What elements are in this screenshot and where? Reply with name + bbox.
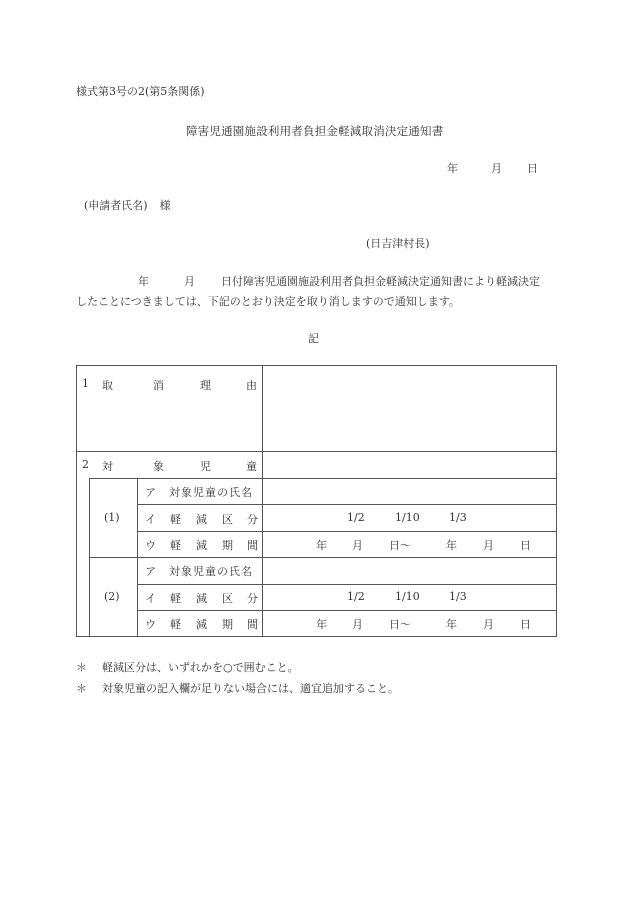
row1-char: 由 (246, 379, 257, 392)
child-1-option-tenth[interactable]: 1/10 (395, 511, 420, 524)
child-1-category-char: 分 (247, 513, 258, 526)
ki-heading: 記 (308, 332, 319, 345)
row1-char: 取 (102, 379, 113, 392)
cancellation-reason-field[interactable] (264, 367, 554, 449)
note-text: 対象児童の記入欄が足りない場合には、適宜追加すること。 (102, 682, 399, 695)
child-1-period-end-day: 日 (520, 539, 531, 552)
child-2-period-char: 期 (222, 618, 233, 631)
date-line (447, 160, 538, 176)
sub-divider (137, 531, 557, 532)
row2-num: 2 (82, 458, 89, 471)
child-2-option-tenth[interactable]: 1/10 (395, 590, 420, 603)
body-line-2: したことにつきましては、下記のとおり決定を取り消しますので通知します。 (76, 295, 460, 308)
target-child-field[interactable] (264, 453, 554, 477)
applicant-label: (申請者氏名) (84, 199, 148, 212)
applicant-line (84, 197, 171, 213)
child-1-category-char: イ (145, 513, 156, 526)
issuer: (日吉津村長) (366, 237, 430, 250)
details-table (76, 365, 557, 637)
child-1-period-start-day: 日〜 (389, 539, 411, 552)
child-2-category-char: 減 (196, 592, 207, 605)
child-1-category-char: 減 (196, 513, 207, 526)
child-1-period-end-month: 月 (483, 539, 494, 552)
sub-divider (137, 610, 557, 611)
body-line-1: 年 月 日付障害児通園施設利用者負担金軽減決定通知書により軽減決定 (138, 275, 540, 288)
child-1-category-char: 区 (222, 513, 233, 526)
child-2-name-field[interactable] (264, 559, 554, 582)
child-2-period-start-year: 年 (316, 618, 327, 631)
child-1-period-char: 減 (196, 539, 207, 552)
row2-divider (89, 478, 557, 479)
child-1-period-char: 間 (247, 539, 258, 552)
table-border-top (76, 365, 557, 366)
table-border-right (556, 365, 557, 637)
date-day: 日 (527, 162, 538, 175)
child-2-period-end-day: 日 (520, 618, 531, 631)
child-1-period-char: 軽 (170, 539, 181, 552)
date-year: 年 (447, 162, 458, 175)
child-1-category-char: 軽 (170, 513, 181, 526)
child-2-period-end-month: 月 (483, 618, 494, 631)
notes (76, 657, 399, 699)
child-1-period-char: 期 (222, 539, 233, 552)
form-number: 様式第3号の2(第5条関係) (76, 85, 205, 98)
child-1-label: (1) (104, 511, 120, 524)
child-1-period-char: ウ (145, 539, 156, 552)
row1-divider (76, 451, 557, 452)
child-1-period-end-year: 年 (446, 539, 457, 552)
child-2-period-char: 減 (196, 618, 207, 631)
row2-char: 童 (246, 460, 257, 473)
child-2-category-char: 区 (222, 592, 233, 605)
child-1-period-start-year: 年 (316, 539, 327, 552)
child-1-name-label: ア 対象児童の氏名 (145, 486, 253, 499)
child-2-period-start-month: 月 (352, 618, 363, 631)
child-2-period-start-day: 日〜 (389, 618, 411, 631)
note-item (76, 657, 399, 678)
applicant-honorific: 様 (159, 199, 171, 212)
date-month: 月 (491, 162, 502, 175)
document-title: 障害児通園施設利用者負担金軽減取消決定通知書 (186, 124, 444, 138)
asterisk-icon: ＊ (76, 661, 87, 674)
child-1-name-field[interactable] (264, 480, 554, 503)
child-2-period-char: ウ (145, 618, 156, 631)
child-2-period-char: 間 (247, 618, 258, 631)
note-text: 軽減区分は、いずれかを○で囲むこと。 (102, 661, 299, 674)
sub-divider (137, 504, 557, 505)
child-2-category-char: 分 (247, 592, 258, 605)
child-divider (89, 557, 557, 558)
child-1-option-half[interactable]: 1/2 (347, 511, 365, 524)
row1-num: 1 (82, 377, 89, 390)
table-border-bottom (76, 636, 557, 637)
body-text (76, 272, 561, 312)
table-divider-main (262, 365, 263, 637)
child-1-option-third[interactable]: 1/3 (449, 511, 467, 524)
sub-divider (137, 584, 557, 585)
asterisk-icon: ＊ (76, 682, 87, 695)
note-item (76, 678, 399, 699)
child-2-option-third[interactable]: 1/3 (449, 590, 467, 603)
child-2-period-char: 軽 (170, 618, 181, 631)
row1-char: 消 (153, 379, 164, 392)
child-1-period-start-month: 月 (352, 539, 363, 552)
child-2-name-label: ア 対象児童の氏名 (145, 565, 253, 578)
child-2-label: (2) (104, 590, 120, 603)
child-2-category-char: イ (145, 592, 156, 605)
row2-char: 児 (200, 460, 211, 473)
row2-char: 象 (153, 460, 164, 473)
row2-char: 対 (102, 460, 113, 473)
table-border-left (76, 365, 77, 637)
child-2-option-half[interactable]: 1/2 (347, 590, 365, 603)
row1-char: 理 (200, 379, 211, 392)
child-2-period-end-year: 年 (446, 618, 457, 631)
child-2-category-char: 軽 (170, 592, 181, 605)
